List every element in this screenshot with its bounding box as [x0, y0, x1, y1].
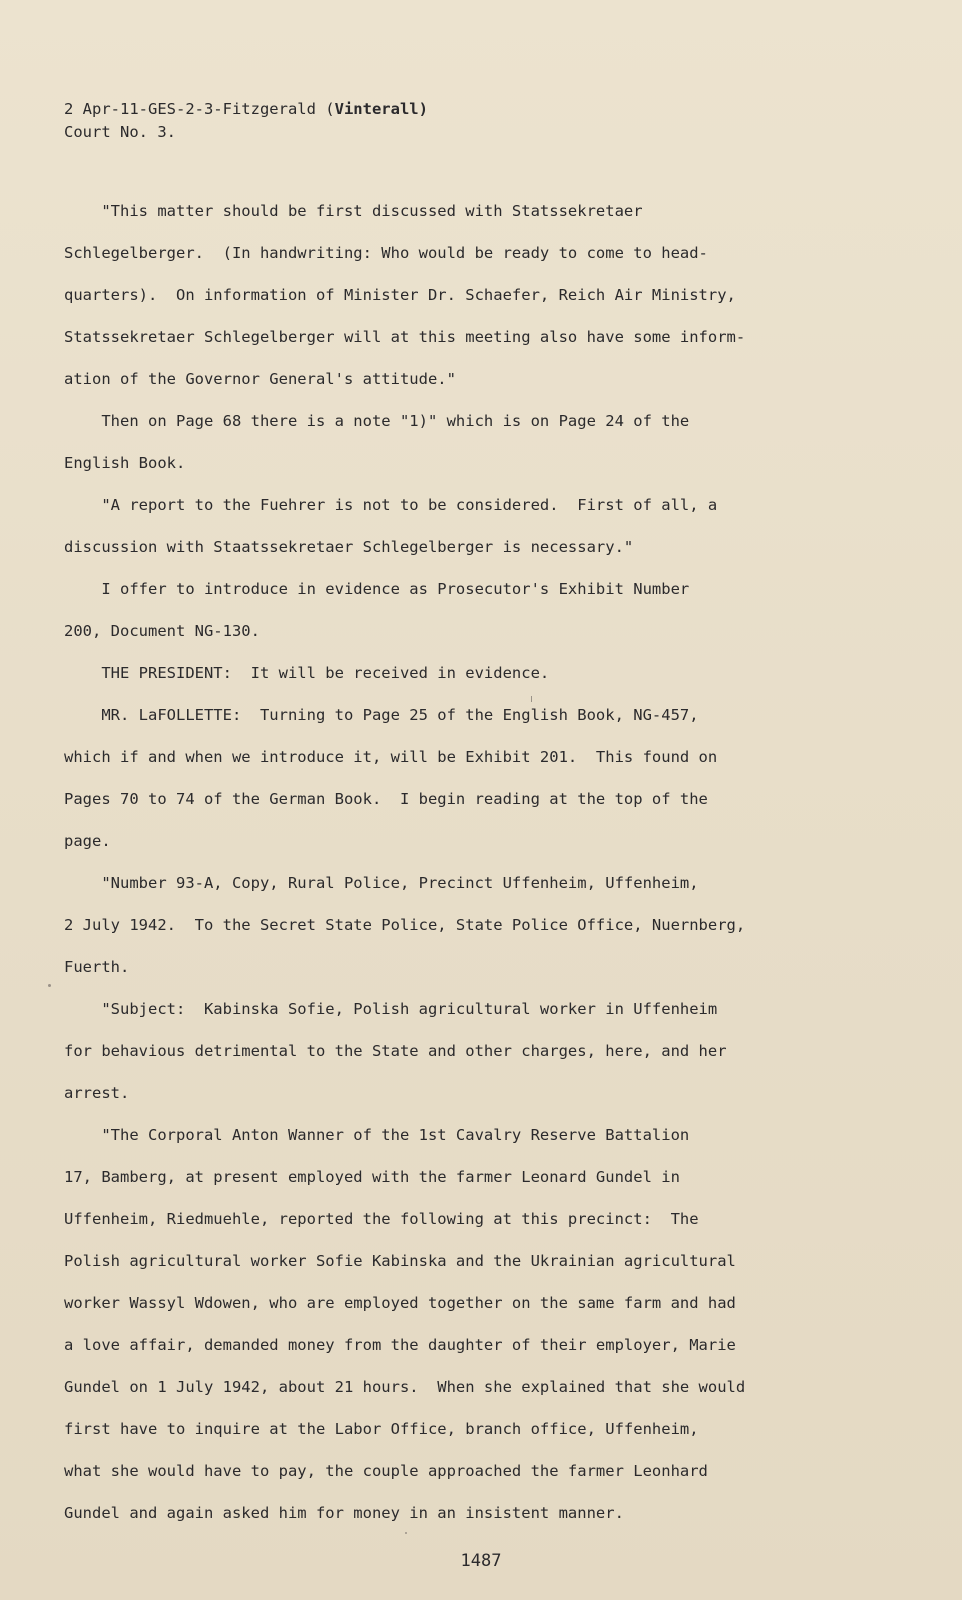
- text-line: for behavious detrimental to the State and other charges, here, and her: [64, 1042, 727, 1060]
- text-line: Gundel on 1 July 1942, about 21 hours. When she explained that she would: [64, 1378, 746, 1396]
- paper-speck: [405, 1532, 407, 1534]
- text-line: Pages 70 to 74 of the German Book. I begin reading at the top of the: [64, 790, 708, 808]
- text-line: Fuerth.: [64, 958, 130, 976]
- text-line: Polish agricultural worker Sofie Kabinska and the Ukrainian agricultural: [64, 1252, 736, 1270]
- paper-speck: [531, 696, 532, 702]
- text-line: "This matter should be first discussed with Statssekretaer: [64, 202, 643, 220]
- text-line: "Subject: Kabinska Sofie, Polish agricultural worker in Uffenheim: [64, 1000, 718, 1018]
- text-line: "A report to the Fuehrer is not to be considered. First of all, a: [64, 496, 718, 514]
- text-line: 2 July 1942. To the Secret State Police, State Police Office, Nuernberg,: [64, 916, 746, 934]
- handwritten-annotation: Vinterall): [334, 100, 428, 118]
- text-line: which if and when we introduce it, will be Exhibit 201. This found on: [64, 748, 718, 766]
- header-reference: 2 Apr-11-GES-2-3-Fitzgerald (: [64, 100, 335, 118]
- text-line: Then on Page 68 there is a note "1)" which is on Page 24 of the: [64, 412, 690, 430]
- text-line: page.: [64, 832, 111, 850]
- text-line: discussion with Staatssekretaer Schlegelberger is necessary.": [64, 538, 634, 556]
- text-line: arrest.: [64, 1084, 130, 1102]
- text-line: worker Wassyl Wdowen, who are employed together on the same farm and had: [64, 1294, 736, 1312]
- text-line: THE PRESIDENT: It will be received in evidence.: [64, 664, 550, 682]
- text-line: MR. LaFOLLETTE: Turning to Page 25 of the English Book, NG-457,: [64, 706, 699, 724]
- text-line: Uffenheim, Riedmuehle, reported the following at this precinct: The: [64, 1210, 699, 1228]
- text-line: Gundel and again asked him for money in an insistent manner.: [64, 1504, 624, 1522]
- text-line: quarters). On information of Minister Dr. Schaefer, Reich Air Ministry,: [64, 286, 736, 304]
- text-line: 17, Bamberg, at present employed with the farmer Leonard Gundel in: [64, 1168, 680, 1186]
- text-line: "Number 93-A, Copy, Rural Police, Precinct Uffenheim, Uffenheim,: [64, 874, 699, 892]
- text-line: a love affair, demanded money from the daughter of their employer, Marie: [64, 1336, 736, 1354]
- document-body: [64, 197, 864, 1541]
- document-header: [64, 98, 428, 144]
- text-line: English Book.: [64, 454, 186, 472]
- text-line: first have to inquire at the Labor Office, branch office, Uffenheim,: [64, 1420, 699, 1438]
- text-line: what she would have to pay, the couple approached the farmer Leonhard: [64, 1462, 708, 1480]
- text-line: "The Corporal Anton Wanner of the 1st Cavalry Reserve Battalion: [64, 1126, 690, 1144]
- text-line: I offer to introduce in evidence as Prosecutor's Exhibit Number: [64, 580, 690, 598]
- page-number: 1487: [460, 1551, 502, 1571]
- text-line: ation of the Governor General's attitude.": [64, 370, 456, 388]
- paper-speck: [48, 984, 51, 987]
- header-line-1: [64, 98, 428, 121]
- text-line: Statssekretaer Schlegelberger will at this meeting also have some inform-: [64, 328, 746, 346]
- text-line: 200, Document NG-130.: [64, 622, 260, 640]
- text-line: Schlegelberger. (In handwriting: Who would be ready to come to head-: [64, 244, 708, 262]
- header-court: Court No. 3.: [64, 123, 176, 141]
